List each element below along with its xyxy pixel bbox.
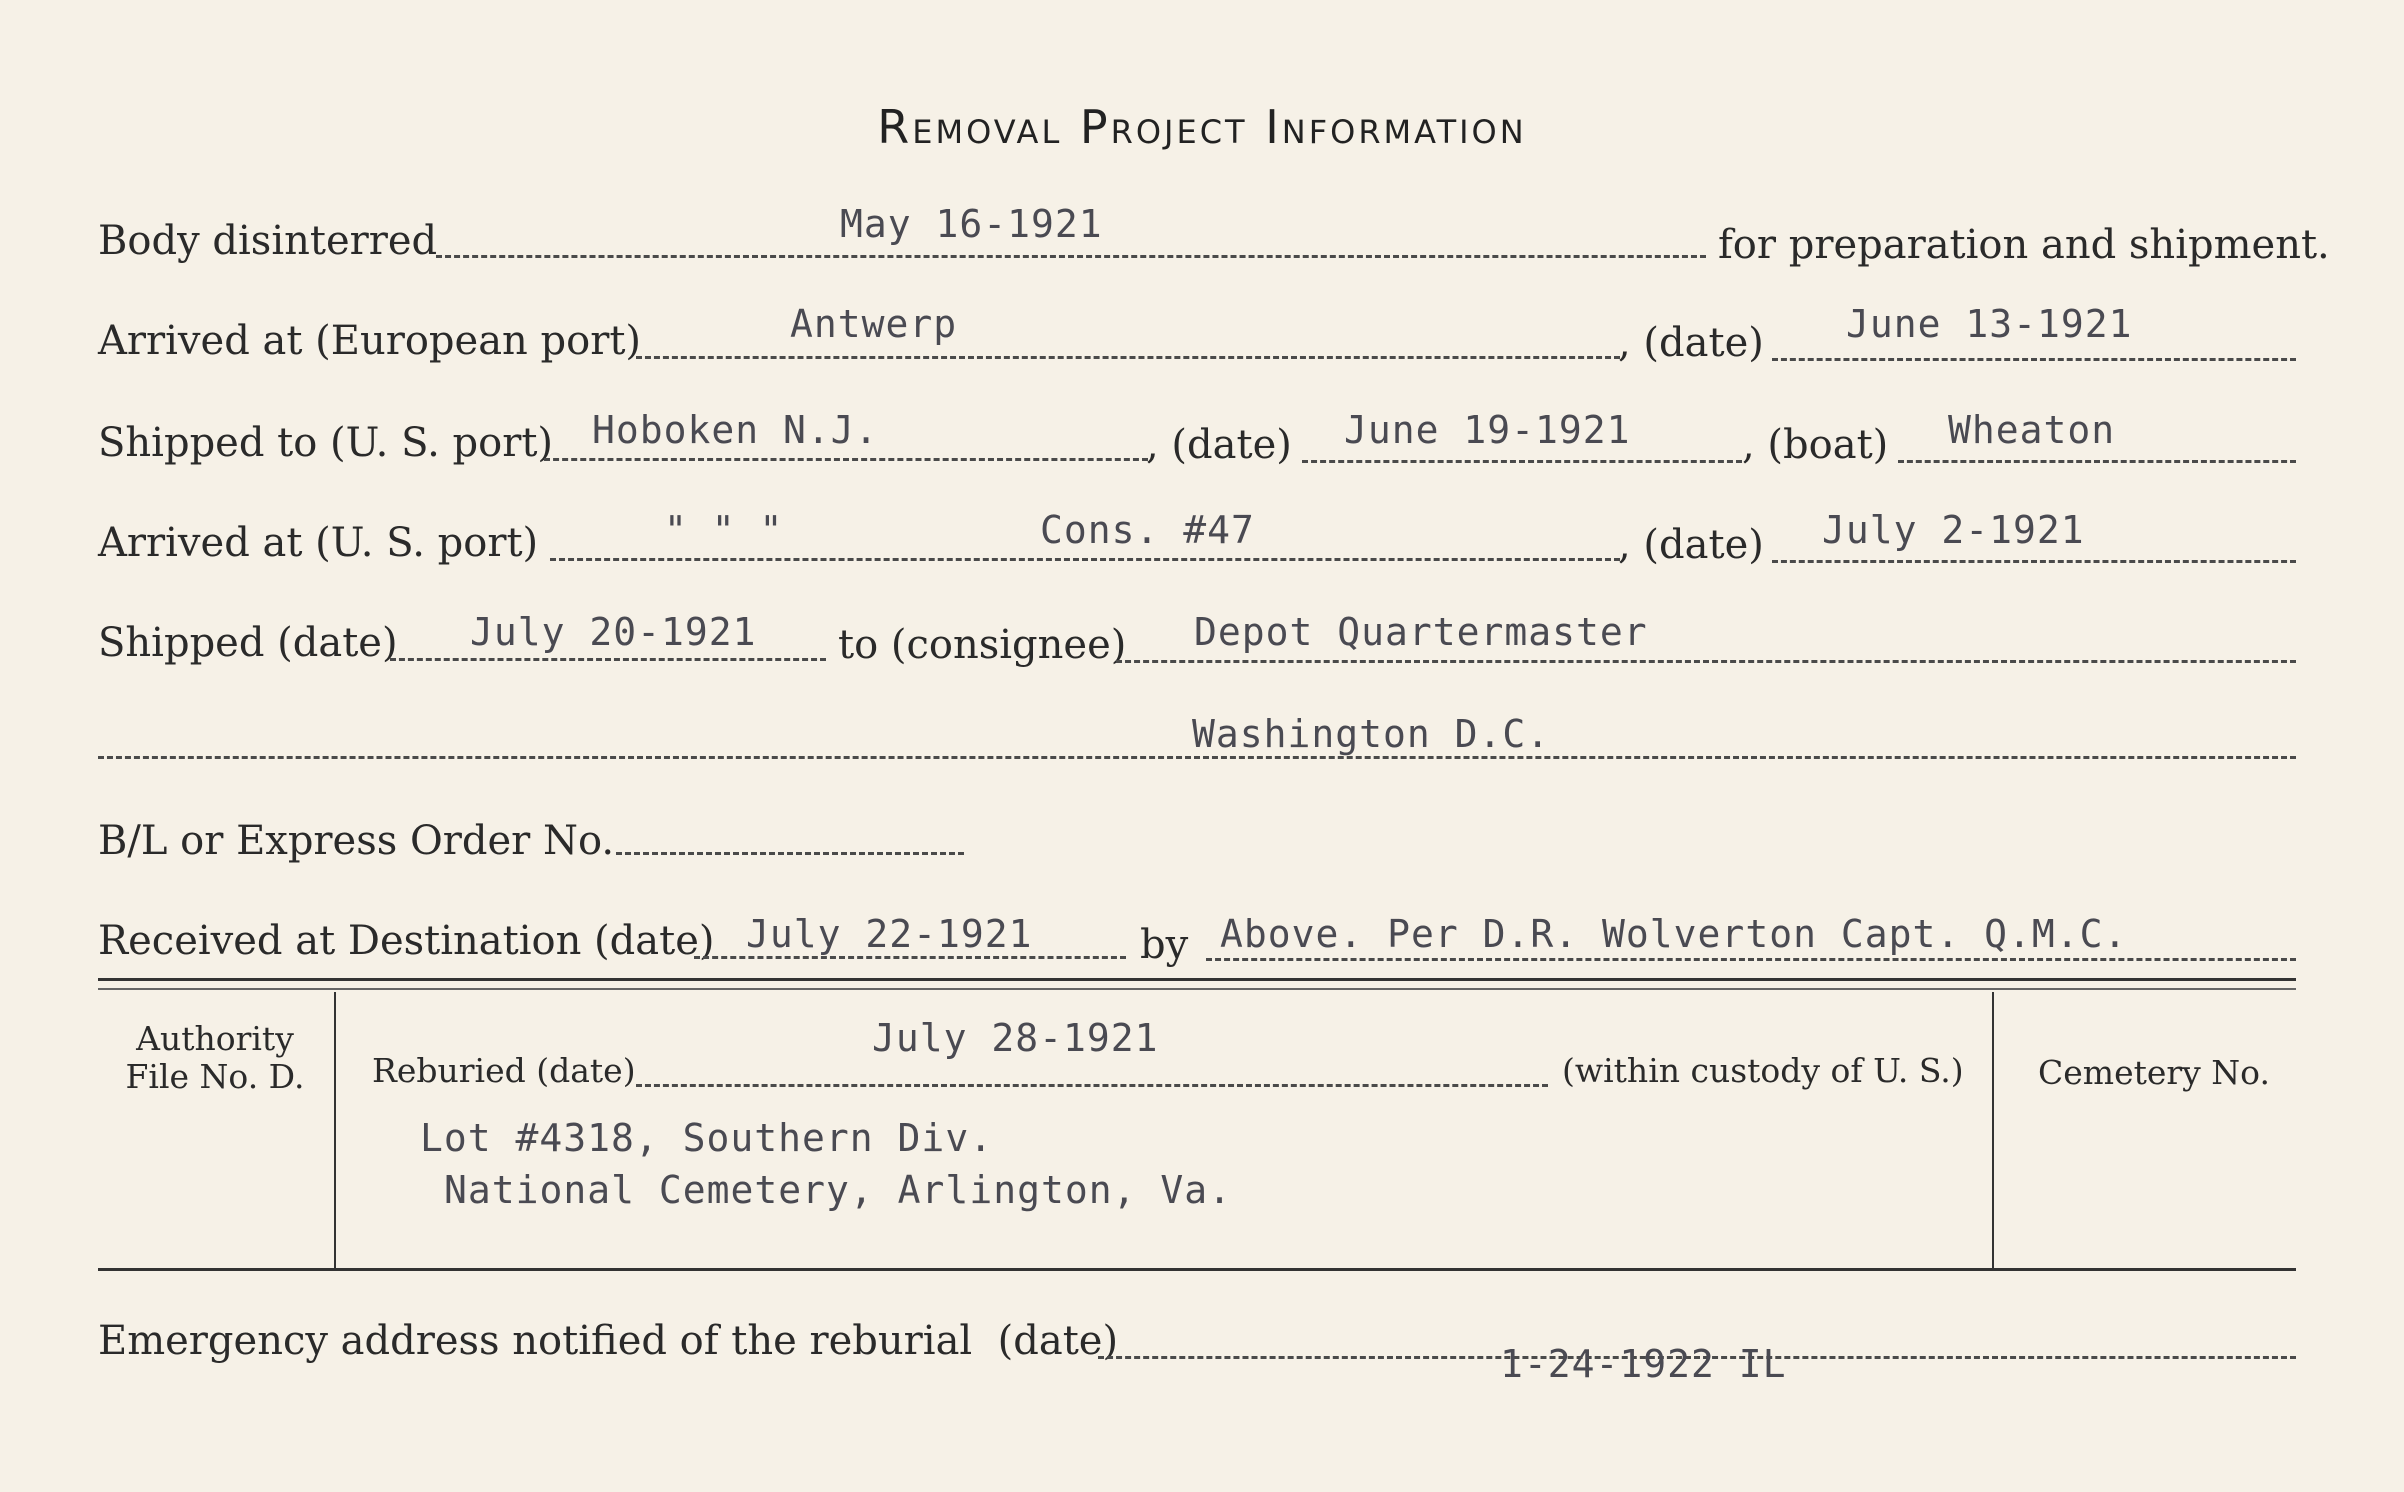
bl-line bbox=[616, 852, 964, 855]
arrived-us-port-value: " " " bbox=[664, 508, 784, 552]
reburial-location-line2: National Cemetery, Arlington, Va. bbox=[444, 1168, 1232, 1212]
shipped-us-date-line bbox=[1302, 460, 1742, 463]
shipped-date-value: July 20-1921 bbox=[470, 610, 757, 654]
reburied-label: Reburied (date) bbox=[372, 1051, 636, 1090]
box-left-divider bbox=[334, 992, 336, 1270]
custody-label: (within custody of U. S.) bbox=[1562, 1051, 1964, 1090]
bl-label: B/L or Express Order No. bbox=[98, 818, 615, 864]
shipped-us-label: Shipped to (U. S. port) bbox=[98, 420, 553, 466]
shipped-us-boat-value: Wheaton bbox=[1948, 408, 2116, 452]
shipped-us-date-label: , (date) bbox=[1146, 422, 1292, 468]
received-date-line bbox=[694, 956, 1126, 959]
shipped-date-line bbox=[390, 658, 826, 661]
consignee-value-2: Washington D.C. bbox=[1192, 712, 1551, 756]
received-by-line bbox=[1206, 958, 2296, 961]
shipped-us-line bbox=[544, 458, 1148, 461]
authority-label-line1: Authority bbox=[136, 1019, 294, 1058]
received-label: Received at Destination (date) bbox=[98, 918, 715, 964]
arrived-eu-date-line bbox=[1772, 358, 2296, 361]
shipped-us-boat-label: , (boat) bbox=[1742, 422, 1889, 468]
cemetery-label: Cemetery No. bbox=[2038, 1053, 2270, 1092]
consignee-label: to (consignee) bbox=[838, 622, 1127, 668]
received-date-value: July 22-1921 bbox=[746, 912, 1033, 956]
arrived-us-date-value: July 2-1921 bbox=[1822, 508, 2085, 552]
authority-label-line2: File No. D. bbox=[125, 1056, 305, 1096]
authority-label bbox=[110, 1020, 320, 1096]
reburied-line bbox=[636, 1084, 1548, 1087]
emergency-label: Emergency address notified of the reburial (date) bbox=[98, 1318, 1119, 1364]
consignee-line bbox=[1116, 660, 2296, 663]
box-top-rule-2 bbox=[98, 988, 2296, 990]
disinterred-value: May 16-1921 bbox=[840, 202, 1103, 246]
arrived-eu-date-value: June 13-1921 bbox=[1846, 302, 2133, 346]
reburied-date-value: July 28-1921 bbox=[872, 1016, 1159, 1060]
box-top-rule bbox=[98, 978, 2296, 981]
shipped-us-date-value: June 19-1921 bbox=[1344, 408, 1631, 452]
arrived-us-line bbox=[550, 558, 1620, 561]
received-by-label: by bbox=[1140, 922, 1189, 968]
shipped-us-port-value: Hoboken N.J. bbox=[592, 408, 879, 452]
consignee-value: Depot Quartermaster bbox=[1194, 610, 1648, 654]
card-title: Removal Project Information bbox=[877, 100, 1527, 154]
received-by-value: Above. Per D.R. Wolverton Capt. Q.M.C. bbox=[1220, 912, 2128, 956]
arrived-us-label: Arrived at (U. S. port) bbox=[98, 520, 539, 566]
box-right-divider bbox=[1992, 992, 1994, 1270]
arrived-us-date-line bbox=[1772, 560, 2296, 563]
disinterred-suffix: for preparation and shipment. bbox=[1718, 222, 2330, 268]
shipped-us-boat-line bbox=[1898, 460, 2296, 463]
arrived-us-date-label: , (date) bbox=[1618, 522, 1764, 568]
consignee-line-2 bbox=[98, 756, 2296, 759]
shipped-date-label: Shipped (date) bbox=[98, 620, 398, 666]
arrived-eu-port-value: Antwerp bbox=[790, 302, 958, 346]
emergency-value: 1-24-1922 IL bbox=[1500, 1342, 1787, 1386]
arrived-eu-label: Arrived at (European port) bbox=[98, 318, 642, 364]
arrived-eu-date-label: , (date) bbox=[1618, 320, 1764, 366]
disinterred-line bbox=[436, 255, 1706, 258]
disinterred-label: Body disinterred bbox=[98, 218, 438, 264]
box-bottom-rule bbox=[98, 1268, 2296, 1271]
arrived-us-cons-value: Cons. #47 bbox=[1040, 508, 1255, 552]
reburial-location-line1: Lot #4318, Southern Div. bbox=[420, 1116, 994, 1160]
arrived-eu-line bbox=[636, 356, 1620, 359]
